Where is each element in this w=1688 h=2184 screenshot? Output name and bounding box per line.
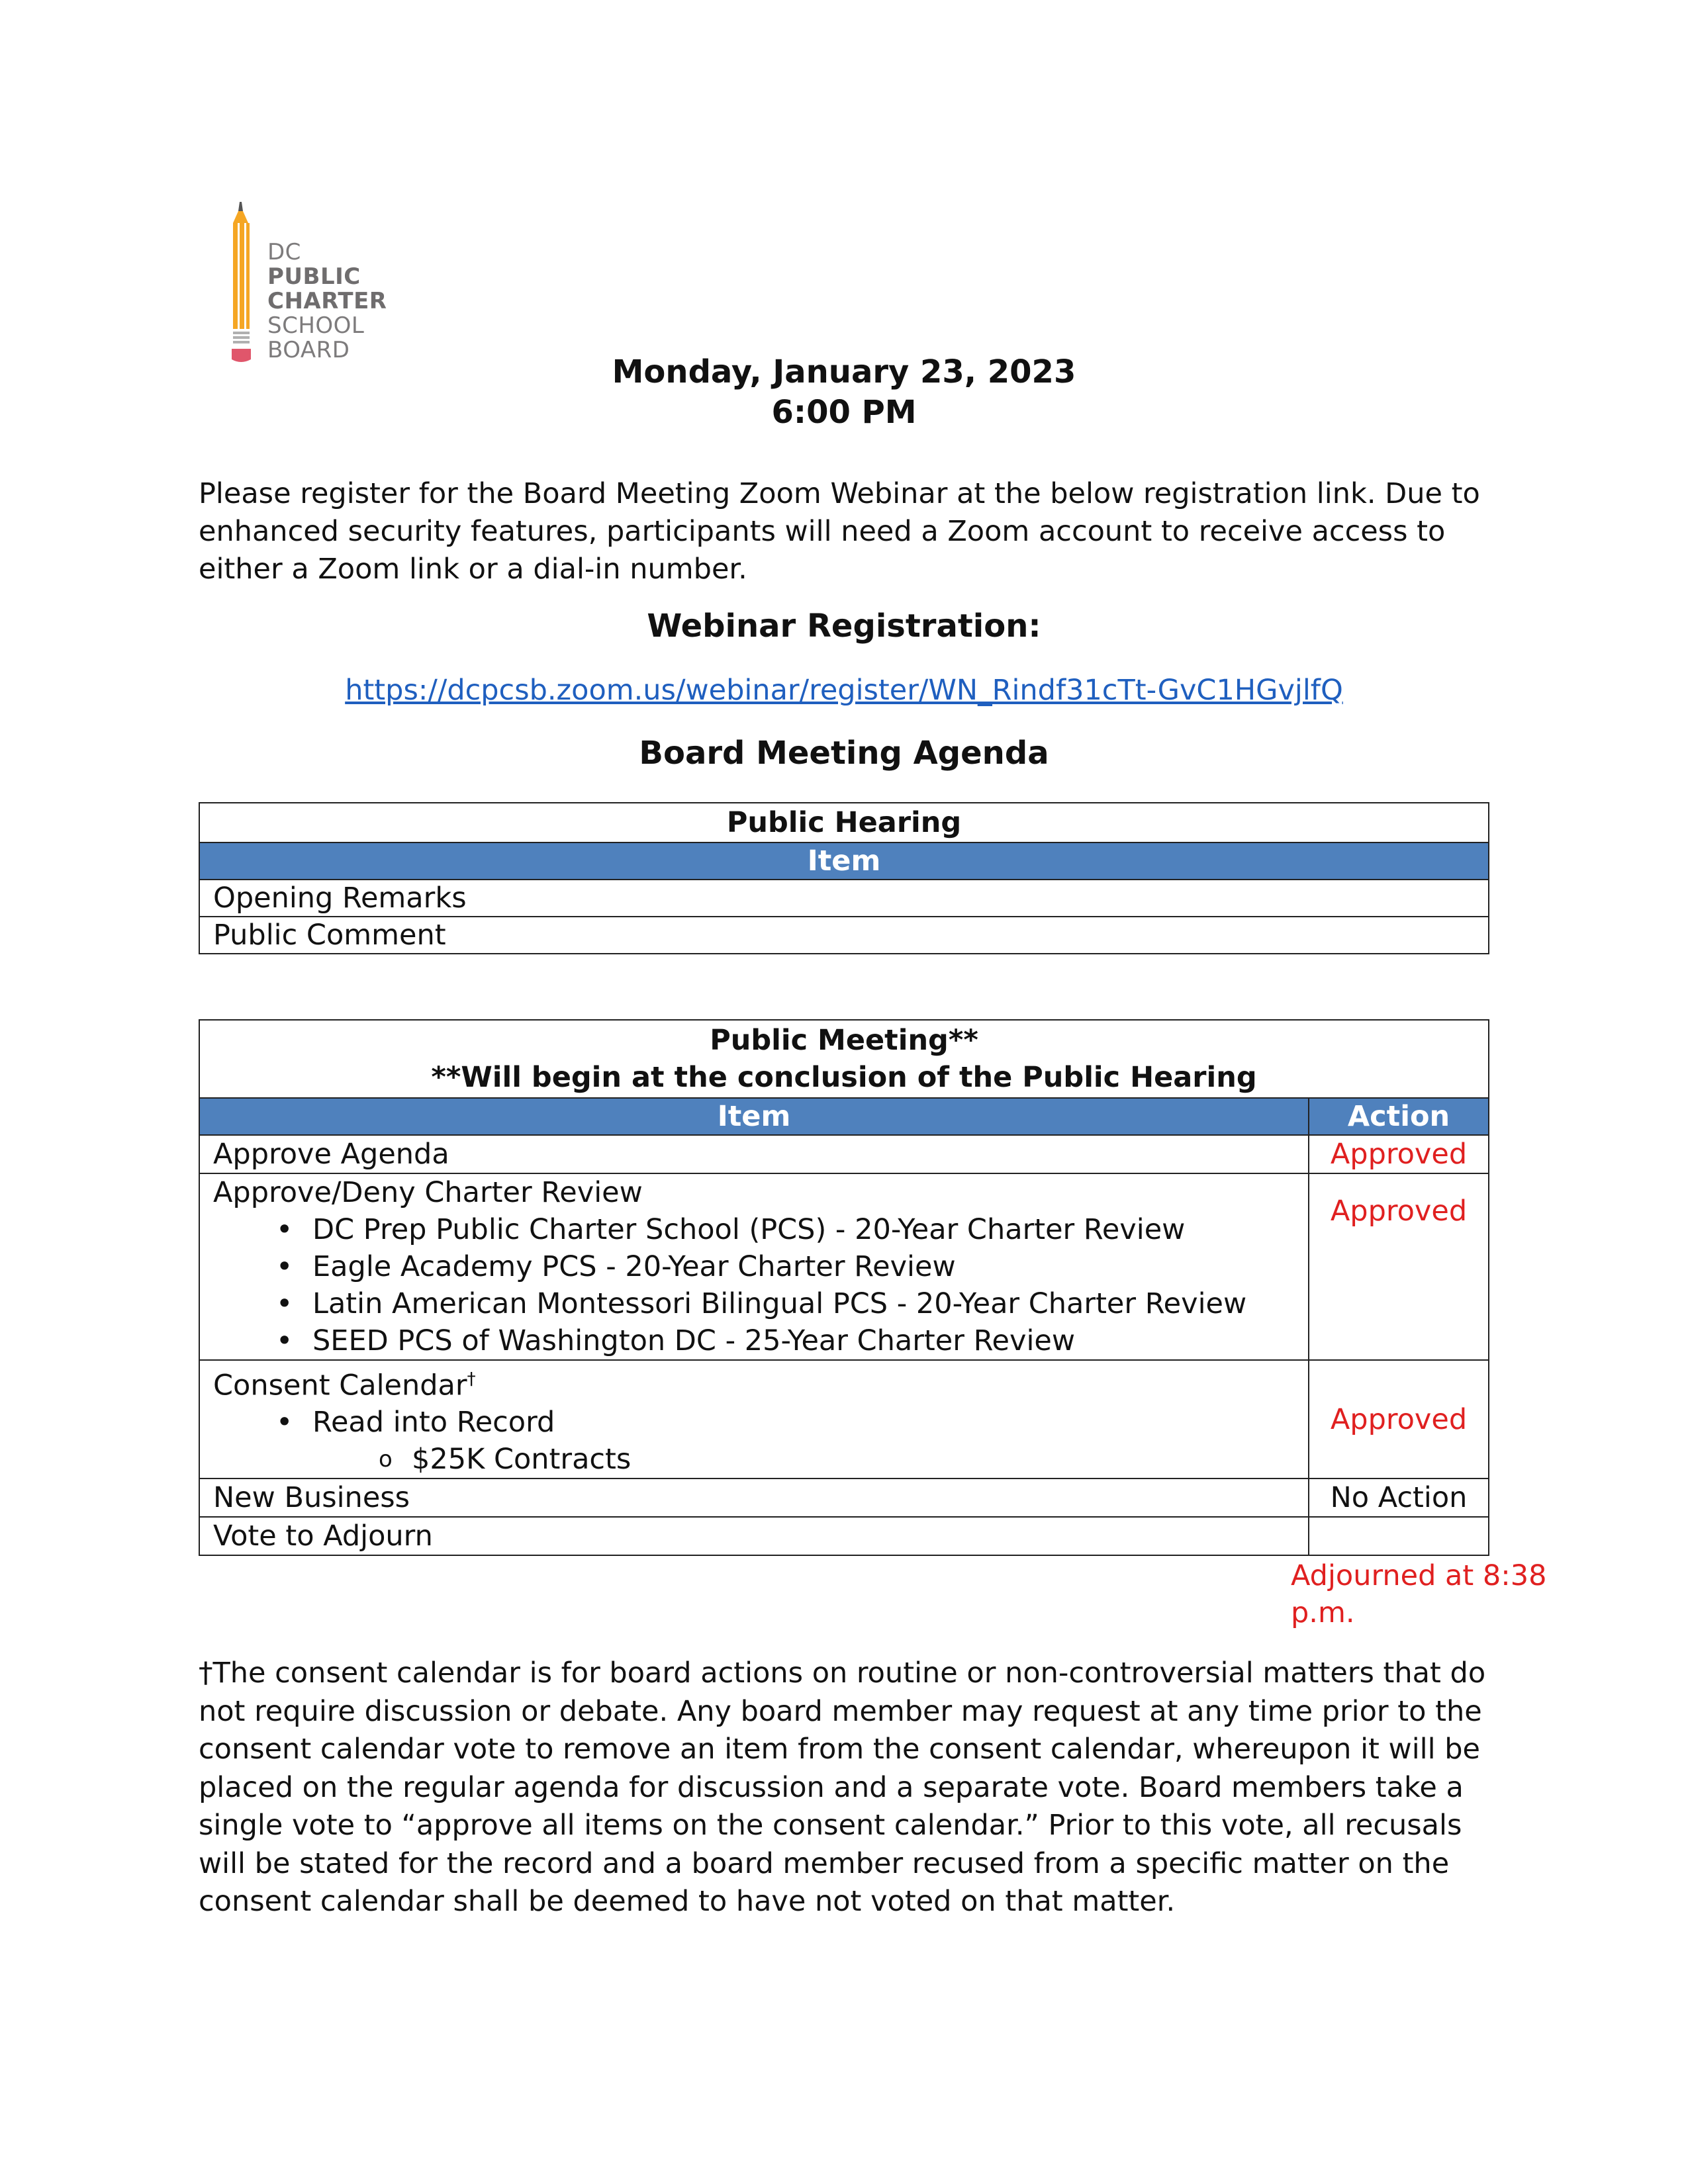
table-row: Consent Calendar† • Read into Record o $25K Contracts Approved [199,1360,1489,1479]
action-status: No Action [1309,1479,1489,1517]
table-row: Opening Remarks [199,880,1489,917]
table-row: Public Comment [199,917,1489,954]
action-status: Approved [1309,1135,1489,1173]
table-row: Approve Agenda Approved [199,1135,1489,1173]
public-hearing-title: Public Hearing [199,803,1489,842]
item-header: Item [199,1098,1309,1135]
action-header: Action [1309,1098,1489,1135]
list-item: • Latin American Montessori Bilingual PCS - 20-Year Charter Review [213,1285,1295,1322]
public-hearing-item-header: Item [199,842,1489,880]
table-row: New Business No Action [199,1479,1489,1517]
public-hearing-table [199,802,1489,954]
list-item: • DC Prep Public Charter School (PCS) - 20-Year Charter Review [213,1211,1295,1248]
public-meeting-table [199,1019,1489,1556]
public-meeting-title: Public Meeting** **Will begin at the conclusion of the Public Hearing [199,1020,1489,1098]
action-status: Approved [1309,1360,1489,1479]
pencil-icon [225,202,265,367]
meeting-datetime [0,352,1688,433]
agenda-heading: Board Meeting Agenda [639,735,1049,772]
list-item: • Read into Record [213,1404,1295,1441]
list-item: • SEED PCS of Washington DC - 25-Year Charter Review [213,1322,1295,1359]
logo-wordmark: DC PUBLIC CHARTER SCHOOL BOARD [267,239,387,363]
list-item: o $25K Contracts [213,1441,1295,1478]
registration-link[interactable]: https://dcpcsb.zoom.us/webinar/register/WN_Rindf31cTt-GvC1HGvjlfQ [345,674,1343,707]
meeting-date: Monday, January 23, 2023 [612,353,1076,390]
intro-paragraph: Please register for the Board Meeting Zoom Webinar at the below registration link. Due to enhanced security features, participants will need a Zoom account to receive access to either a Zoom link or a dial-in number. [199,477,1480,586]
dcpcsb-logo [225,202,397,367]
list-item: • Eagle Academy PCS - 20-Year Charter Review [213,1248,1295,1285]
webinar-heading: Webinar Registration: [647,608,1041,645]
table-row: Vote to Adjourn [199,1517,1489,1555]
table-row: Approve/Deny Charter Review • DC Prep Public Charter School (PCS) - 20-Year Charter Review • Eagle Academy PCS - 20-Year Charter Review • Latin American Montessori Bilingual PCS - 20-Year Charter Review • SEED PCS of Washington DC - 25-Year Charter Review Approved [199,1173,1489,1360]
adjourned-status: Adjourned at 8:38 p.m. [1291,1559,1547,1629]
meeting-time: 6:00 PM [771,394,917,431]
consent-calendar-footnote: †The consent calendar is for board actions on routine or non-controversial matters that do not require discussion or debate. Any board member may request at any time prior to the consent calendar vote to remove an item from the consent calendar, whereupon it will be placed on the regular agenda for discussion and a separate vote. Board members take a single vote to “approve all items on the consent calendar.” Prior to this vote, all recusals will be stated for the record and a board member recused from a specific matter on the consent calendar shall be deemed to have not voted on that matter. [199,1657,1486,1918]
action-status: Approved [1309,1173,1489,1360]
